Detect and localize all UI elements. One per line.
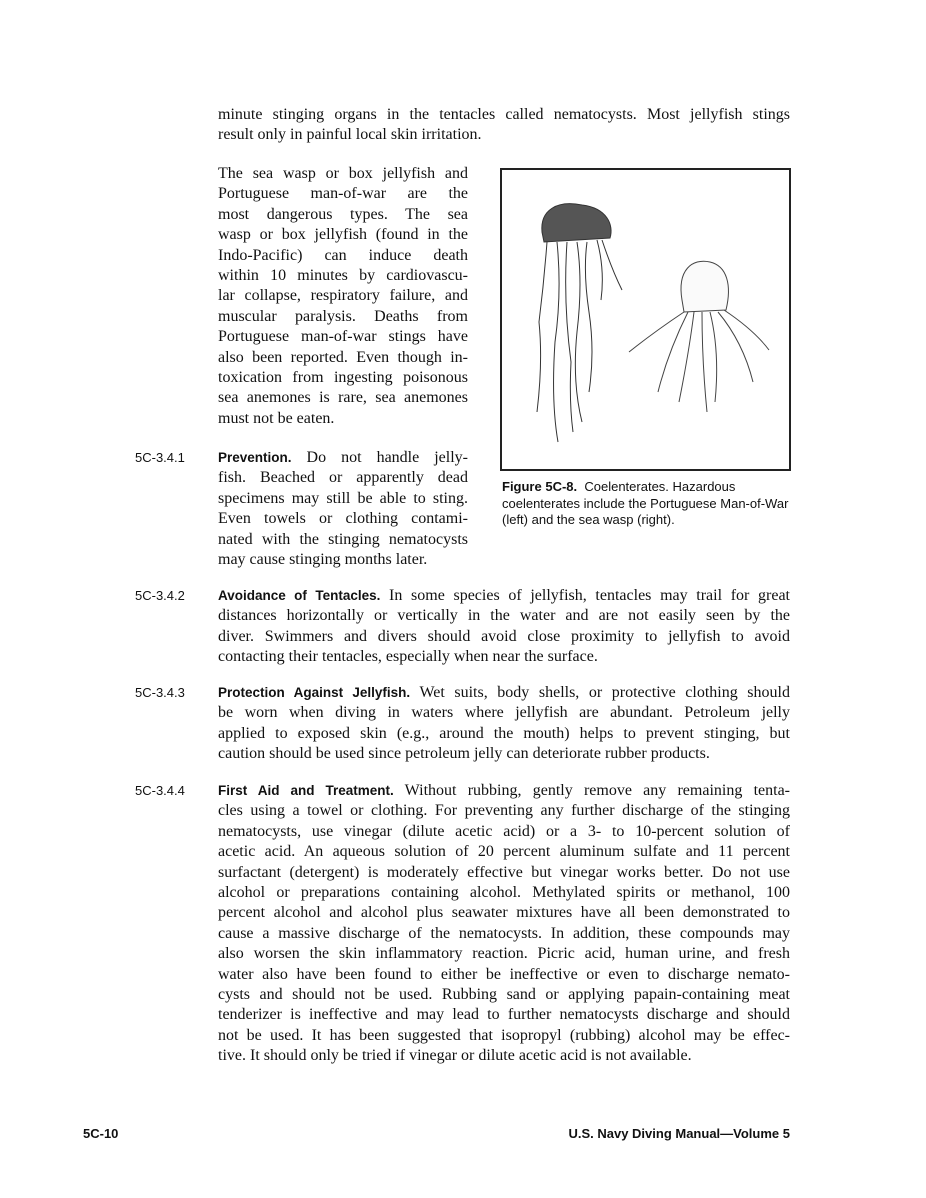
text-line: wasp or box jellyfish (found in the xyxy=(218,226,468,244)
text-line: alcohol or preparations containing alcohol. Methylated spirits or methanol, 100 xyxy=(218,883,790,901)
text-line: caution should be used since petroleum jelly can deteriorate rubber products. xyxy=(218,745,710,763)
text-line: Indo-Pacific) can induce death xyxy=(218,246,468,264)
text-line: Portuguese man-of-war stings have xyxy=(218,328,468,346)
text-line xyxy=(218,683,790,703)
figure-caption-text: Coelenterates. Hazardous coelenterates include the Portuguese Man-of-War (left) and the sea wasp (right). xyxy=(502,479,789,527)
text-line: diver. Swimmers and divers should avoid close proximity to jellyfish to avoid xyxy=(218,627,790,645)
dangerous-types-paragraph xyxy=(218,164,468,429)
text-line: The sea wasp or box jellyfish and xyxy=(218,165,468,182)
sea-wasp-drawing xyxy=(629,261,769,412)
section-number: 5C-3.4.2 xyxy=(135,588,185,603)
line-text: Without rubbing, gently remove any remaining tenta- xyxy=(393,782,791,799)
section-heading: Avoidance of Tentacles. xyxy=(218,588,381,603)
section-paragraph xyxy=(218,586,790,668)
section-heading: Prevention. xyxy=(218,450,292,465)
text-line: minute stinging organs in the tentacles called nematocysts. Most jellyfish stings xyxy=(218,106,790,123)
text-line: nematocysts, use vinegar (dilute acetic acid) or a 3- to 10-percent solution of xyxy=(218,822,790,840)
text-line: within 10 minutes by cardiovascu- xyxy=(218,266,468,284)
line-text: In some species of jellyfish, tentacles may trail for great xyxy=(380,587,790,604)
section-number: 5C-3.4.1 xyxy=(135,450,185,465)
text-line: nated with the stinging nematocysts xyxy=(218,530,468,548)
text-line: muscular paralysis. Deaths from xyxy=(218,307,468,325)
section-paragraph xyxy=(218,448,468,570)
section-paragraph xyxy=(218,683,790,765)
text-line: cysts and should not be used. Rubbing sand or applying papain-containing meat xyxy=(218,985,790,1003)
text-line: Even towels or clothing contami- xyxy=(218,510,468,528)
text-line xyxy=(218,448,468,468)
text-line: applied to exposed skin (e.g., around the mouth) helps to prevent stinging, but xyxy=(218,724,790,742)
text-line: not be used. It has been suggested that isopropyl (rubbing) alcohol may be effec- xyxy=(218,1026,790,1044)
text-line: toxication from ingesting poisonous xyxy=(218,368,468,386)
text-line: contacting their tentacles, especially when near the surface. xyxy=(218,648,598,666)
text-line: tive. It should only be tried if vinegar or dilute acetic acid is not available. xyxy=(218,1047,692,1065)
text-line: Portuguese man-of-war are the xyxy=(218,185,468,203)
text-line: percent alcohol and alcohol plus seawater mixtures have all been demonstrated to xyxy=(218,904,790,922)
text-line: also been reported. Even though in- xyxy=(218,348,468,366)
text-line: acetic acid. An aqueous solution of 20 percent aluminum sulfate and 11 percent xyxy=(218,843,790,861)
figure-caption xyxy=(502,479,792,529)
text-line: tenderizer is ineffective and may lead to further nematocysts discharge and should xyxy=(218,1006,790,1024)
text-line: specimens may still be able to sting. xyxy=(218,489,468,507)
section-paragraph xyxy=(218,781,790,1066)
text-line: lar collapse, respiratory failure, and xyxy=(218,287,468,305)
jellyfish-illustration xyxy=(502,170,789,469)
page-number: 5C-10 xyxy=(83,1126,119,1141)
text-line: water also have been found to either be ineffective or even to discharge nemato- xyxy=(218,965,790,983)
text-line: fish. Beached or apparently dead xyxy=(218,469,468,487)
text-line: also worsen the skin inflammatory reaction. Picric acid, human urine, and fresh xyxy=(218,945,790,963)
intro-paragraph xyxy=(218,105,790,146)
man-of-war-drawing xyxy=(537,204,622,442)
text-line: result only in painful local skin irritation. xyxy=(218,126,482,144)
line-text: Wet suits, body shells, or protective clothing should xyxy=(410,684,790,701)
section-number: 5C-3.4.3 xyxy=(135,685,185,700)
jellyfish-figure xyxy=(500,168,791,471)
section-heading: First Aid and Treatment. xyxy=(218,783,394,798)
text-line: surfactant (detergent) is moderately effective but vinegar works better. Do not use xyxy=(218,863,790,881)
text-line: sea anemones is rare, sea anemones xyxy=(218,389,468,407)
line-text: Do not handle jelly- xyxy=(291,449,468,466)
text-line xyxy=(218,586,790,606)
text-line: cause a massive discharge of the nematocysts. In addition, these compounds may xyxy=(218,924,790,942)
section-heading: Protection Against Jellyfish. xyxy=(218,685,411,700)
figure-label: Figure 5C-8. xyxy=(502,479,578,494)
text-line: must not be eaten. xyxy=(218,409,335,427)
text-line: may cause stinging months later. xyxy=(218,550,428,568)
text-line: most dangerous types. The sea xyxy=(218,205,468,223)
footer-title: U.S. Navy Diving Manual—Volume 5 xyxy=(568,1126,790,1141)
text-line xyxy=(218,781,790,801)
section-number: 5C-3.4.4 xyxy=(135,783,185,798)
text-line: cles using a towel or clothing. For preventing any further discharge of the stinging xyxy=(218,802,790,820)
text-line: distances horizontally or vertically in the water and are not easily seen by the xyxy=(218,607,790,625)
text-line: be worn when diving in waters where jellyfish are abundant. Petroleum jelly xyxy=(218,704,790,722)
